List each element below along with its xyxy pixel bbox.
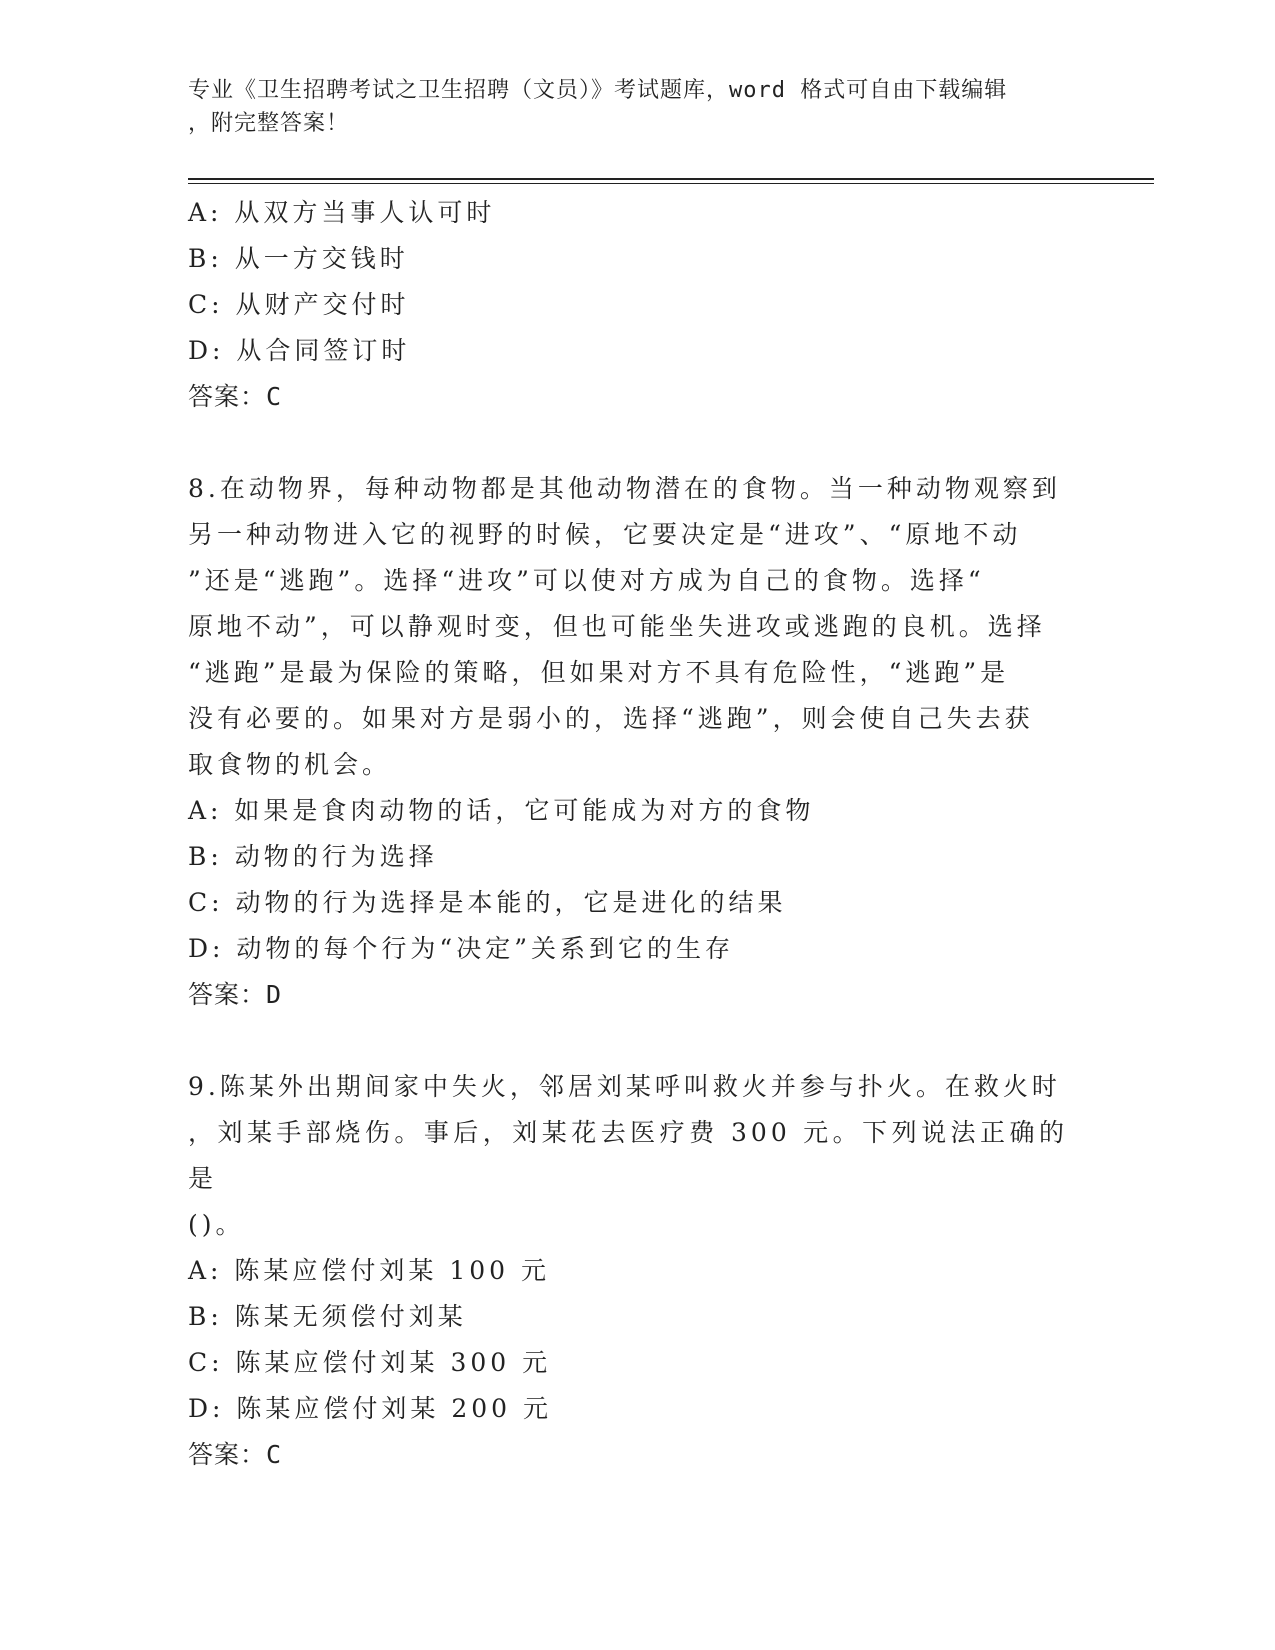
stem-line: 没有必要的。如果对方是弱小的，选择“逃跑”，则会使自己失去获 [188,704,1034,733]
option-d: D: 从合同签订时 [188,336,411,365]
header-divider-thick [188,178,1154,180]
stem-line: 另一种动物进入它的视野的时候，它要决定是“进攻”、“原地不动 [188,520,1022,549]
answer-line [188,972,1068,1018]
answer-value: C [266,382,283,411]
stem-line: 8.在动物界，每种动物都是其他动物潜在的食物。当一种动物观察到 [188,474,1061,503]
option-c: C: 从财产交付时 [188,290,410,319]
option-a: A: 从双方当事人认可时 [188,198,496,227]
option-a: A: 如果是食肉动物的话，它可能成为对方的食物 [188,796,815,825]
option-d: D: 陈某应偿付刘某 200 元 [188,1394,553,1423]
answer-label: 答案： [188,980,267,1009]
question-stem [188,466,1068,788]
stem-line: ”还是“逃跑”。选择“进攻”可以使对方成为自己的食物。选择“ [188,566,985,595]
stem-line: 9.陈某外出期间家中失火，邻居刘某呼叫救火并参与扑火。在救火时 [188,1072,1061,1101]
answer-label: 答案： [188,1440,267,1469]
option-b: B: 从一方交钱时 [188,244,409,273]
option-c: C: 动物的行为选择是本能的，它是进化的结果 [188,888,787,917]
header-line-1: 专业《卫生招聘考试之卫生招聘（文员）》考试题库，word 格式可自由下载编辑 [188,78,1008,103]
header-divider-thin [188,183,1154,184]
answer-value: D [266,980,283,1009]
header-line-2: ，附完整答案！ [188,111,350,136]
question-8 [188,466,1068,1018]
option-b: B: 动物的行为选择 [188,842,438,871]
question-7 [188,190,1068,420]
option-c: C: 陈某应偿付刘某 300 元 [188,1348,552,1377]
question-9 [188,1064,1068,1478]
stem-line: ，刘某手部烧伤。事后，刘某花去医疗费 300 元。下列说法正确的是 [188,1118,1068,1193]
question-stem [188,1064,1068,1248]
answer-line [188,374,1068,420]
answer-value: C [266,1440,283,1469]
answer-line [188,1432,1068,1478]
document-header [188,74,1068,140]
option-b: B: 陈某无须偿付刘某 [188,1302,467,1331]
stem-line: ()。 [188,1210,245,1239]
answer-label: 答案： [188,382,267,411]
document-body [188,190,1068,1478]
option-d: D: 动物的每个行为“决定”关系到它的生存 [188,934,734,963]
stem-line: “逃跑”是最为保险的策略，但如果对方不具有危险性，“逃跑”是 [188,658,1010,687]
stem-line: 取食物的机会。 [188,750,392,779]
stem-line: 原地不动”，可以静观时变，但也可能坐失进攻或逃跑的良机。选择 [188,612,1046,641]
option-a: A: 陈某应偿付刘某 100 元 [188,1256,551,1285]
